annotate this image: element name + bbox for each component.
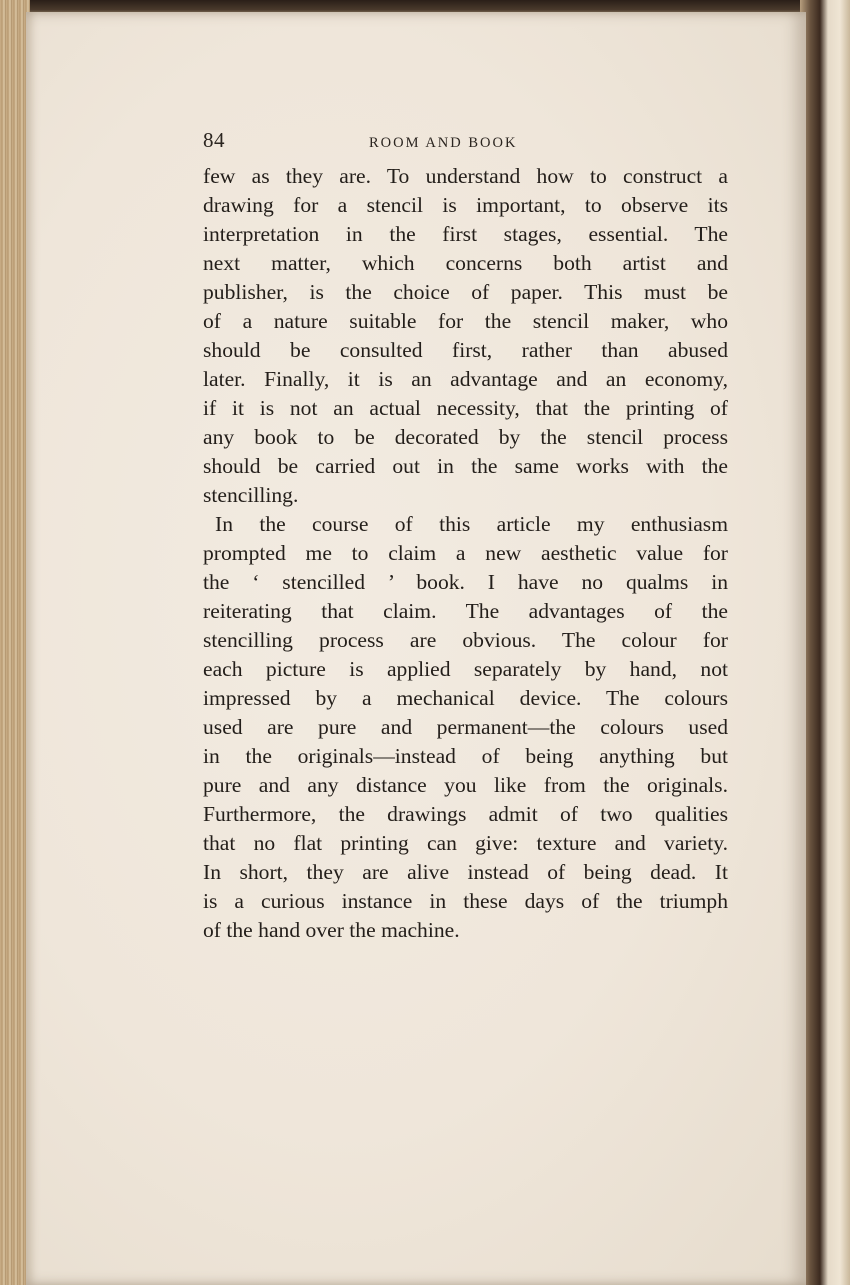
text-line: drawing for a stencil is important, to observe its: [203, 193, 728, 217]
text-line: should be carried out in the same works with the: [203, 454, 728, 478]
text-line: the ‘ stencilled ’ book. I have no qualms in: [203, 570, 728, 594]
text-line: if it is not an actual necessity, that the printing of: [203, 396, 728, 420]
text-line: In short, they are alive instead of being dead. It: [203, 860, 728, 884]
text-line: of a nature suitable for the stencil maker, who: [203, 309, 728, 333]
text-line: In the course of this article my enthusiasm: [215, 512, 728, 536]
text-line: later. Finally, it is an advantage and an economy,: [203, 367, 728, 391]
body-text: [203, 162, 728, 945]
text-line: next matter, which concerns both artist and: [203, 251, 728, 275]
text-line: stencilling.: [203, 483, 299, 507]
text-line: should be consulted first, rather than abused: [203, 338, 728, 362]
text-line: interpretation in the first stages, essential. The: [203, 222, 728, 246]
text-line: is a curious instance in these days of the triumph: [203, 889, 728, 913]
text-line: in the originals—instead of being anything but: [203, 744, 728, 768]
text-line: used are pure and permanent—the colours used: [203, 715, 728, 739]
text-line: stencilling process are obvious. The colour for: [203, 628, 728, 652]
text-line: that no flat printing can give: texture and variety.: [203, 831, 728, 855]
page-number: 84: [203, 128, 225, 152]
text-line: each picture is applied separately by hand, not: [203, 657, 728, 681]
running-head: ROOM AND BOOK: [369, 135, 518, 151]
book-gutter: [800, 0, 850, 1285]
text-line: few as they are. To understand how to construct a: [203, 164, 728, 188]
text-line: publisher, is the choice of paper. This must be: [203, 280, 728, 304]
text-line: of the hand over the machine.: [203, 918, 460, 942]
text-line: any book to be decorated by the stencil process: [203, 425, 728, 449]
page-header: [203, 128, 728, 162]
text-line: pure and any distance you like from the originals.: [203, 773, 728, 797]
paragraph-2: [203, 510, 728, 945]
paragraph-1: [203, 162, 728, 510]
text-line: Furthermore, the drawings admit of two qualities: [203, 802, 728, 826]
text-line: reiterating that claim. The advantages of the: [203, 599, 728, 623]
text-line: impressed by a mechanical device. The colours: [203, 686, 728, 710]
text-line: prompted me to claim a new aesthetic value for: [203, 541, 728, 565]
